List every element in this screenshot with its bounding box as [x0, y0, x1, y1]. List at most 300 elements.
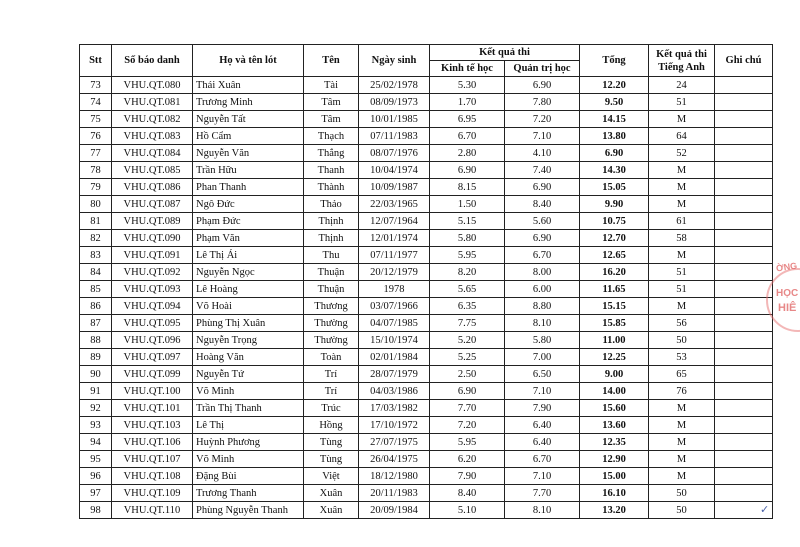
cell-candidate-number: VHU.QT.084 — [112, 145, 193, 162]
table-row — [80, 349, 773, 366]
cell-candidate-number: VHU.QT.092 — [112, 264, 193, 281]
cell-total: 12.90 — [580, 451, 649, 468]
cell-total: 13.60 — [580, 417, 649, 434]
cell-management: 6.90 — [505, 230, 580, 247]
cell-economics: 1.50 — [430, 196, 505, 213]
cell-candidate-number: VHU.QT.094 — [112, 298, 193, 315]
cell-english-result: M — [649, 434, 715, 451]
cell-management: 6.90 — [505, 179, 580, 196]
cell-economics: 8.15 — [430, 179, 505, 196]
cell-total: 11.65 — [580, 281, 649, 298]
header-english-line2: Tiếng Anh — [658, 61, 705, 73]
cell-management: 6.70 — [505, 451, 580, 468]
cell-birth-date: 07/11/1983 — [359, 128, 430, 145]
cell-stt: 95 — [80, 451, 112, 468]
cell-candidate-number: VHU.QT.099 — [112, 366, 193, 383]
cell-birth-date: 20/11/1983 — [359, 485, 430, 502]
table-row — [80, 451, 773, 468]
cell-management: 5.60 — [505, 213, 580, 230]
cell-birth-date: 20/09/1984 — [359, 502, 430, 519]
cell-english-result: 58 — [649, 230, 715, 247]
header-management: Quản trị học — [505, 61, 580, 77]
cell-family-middle-name: Nguyễn Tất — [193, 111, 304, 128]
cell-english-result: 76 — [649, 383, 715, 400]
cell-candidate-number: VHU.QT.106 — [112, 434, 193, 451]
cell-family-middle-name: Võ Hoài — [193, 298, 304, 315]
cell-candidate-number: VHU.QT.097 — [112, 349, 193, 366]
cell-english-result: 52 — [649, 145, 715, 162]
cell-birth-date: 03/07/1966 — [359, 298, 430, 315]
cell-management: 6.40 — [505, 417, 580, 434]
cell-management: 4.10 — [505, 145, 580, 162]
cell-total: 9.00 — [580, 366, 649, 383]
table-header — [80, 45, 773, 77]
cell-candidate-number: VHU.QT.090 — [112, 230, 193, 247]
cell-management: 7.00 — [505, 349, 580, 366]
cell-english-result: M — [649, 196, 715, 213]
cell-given-name: Thuận — [304, 281, 359, 298]
cell-total: 12.25 — [580, 349, 649, 366]
cell-stt: 77 — [80, 145, 112, 162]
cell-stt: 93 — [80, 417, 112, 434]
cell-birth-date: 04/07/1985 — [359, 315, 430, 332]
cell-total: 11.00 — [580, 332, 649, 349]
cell-family-middle-name: Phùng Nguyễn Thanh — [193, 502, 304, 519]
header-family-middle-name: Họ và tên lót — [193, 45, 304, 77]
cell-stt: 97 — [80, 485, 112, 502]
cell-english-result: M — [649, 179, 715, 196]
cell-management: 6.00 — [505, 281, 580, 298]
cell-note — [715, 434, 773, 451]
table-row — [80, 264, 773, 281]
cell-stt: 76 — [80, 128, 112, 145]
cell-family-middle-name: Trương Minh — [193, 94, 304, 111]
cell-economics: 5.10 — [430, 502, 505, 519]
cell-english-result: M — [649, 451, 715, 468]
cell-total: 15.00 — [580, 468, 649, 485]
cell-stt: 82 — [80, 230, 112, 247]
cell-management: 6.70 — [505, 247, 580, 264]
cell-economics: 5.30 — [430, 77, 505, 94]
cell-total: 14.00 — [580, 383, 649, 400]
cell-note — [715, 162, 773, 179]
cell-english-result: M — [649, 298, 715, 315]
cell-candidate-number: VHU.QT.086 — [112, 179, 193, 196]
cell-given-name: Trúc — [304, 400, 359, 417]
cell-candidate-number: VHU.QT.093 — [112, 281, 193, 298]
cell-economics: 6.95 — [430, 111, 505, 128]
table-row — [80, 400, 773, 417]
cell-economics: 6.20 — [430, 451, 505, 468]
cell-economics: 7.90 — [430, 468, 505, 485]
table-row — [80, 94, 773, 111]
cell-candidate-number: VHU.QT.089 — [112, 213, 193, 230]
cell-english-result: 51 — [649, 94, 715, 111]
cell-note — [715, 77, 773, 94]
cell-note — [715, 417, 773, 434]
cell-given-name: Thảo — [304, 196, 359, 213]
cell-english-result: 53 — [649, 349, 715, 366]
cell-given-name: Tâm — [304, 94, 359, 111]
table-row — [80, 77, 773, 94]
header-note: Ghi chú — [715, 45, 773, 77]
cell-birth-date: 20/12/1979 — [359, 264, 430, 281]
cell-stt: 75 — [80, 111, 112, 128]
cell-given-name: Thường — [304, 315, 359, 332]
cell-total: 15.05 — [580, 179, 649, 196]
table-row — [80, 315, 773, 332]
cell-given-name: Thịnh — [304, 213, 359, 230]
stamp-text-3: HIÊ — [778, 302, 797, 314]
cell-candidate-number: VHU.QT.107 — [112, 451, 193, 468]
cell-given-name: Thu — [304, 247, 359, 264]
cell-note — [715, 315, 773, 332]
table-row — [80, 417, 773, 434]
cell-english-result: 50 — [649, 502, 715, 519]
table-row — [80, 162, 773, 179]
cell-economics: 6.90 — [430, 383, 505, 400]
table-row — [80, 281, 773, 298]
cell-stt: 87 — [80, 315, 112, 332]
cell-stt: 91 — [80, 383, 112, 400]
cell-candidate-number: VHU.QT.100 — [112, 383, 193, 400]
cell-family-middle-name: Hoàng Văn — [193, 349, 304, 366]
cell-total: 13.20 — [580, 502, 649, 519]
cell-given-name: Thắng — [304, 145, 359, 162]
cell-total: 6.90 — [580, 145, 649, 162]
cell-management: 5.80 — [505, 332, 580, 349]
cell-birth-date: 18/12/1980 — [359, 468, 430, 485]
cell-birth-date: 17/10/1972 — [359, 417, 430, 434]
cell-birth-date: 1978 — [359, 281, 430, 298]
cell-birth-date: 10/01/1985 — [359, 111, 430, 128]
cell-birth-date: 08/07/1976 — [359, 145, 430, 162]
cell-candidate-number: VHU.QT.083 — [112, 128, 193, 145]
cell-candidate-number: VHU.QT.080 — [112, 77, 193, 94]
cell-total: 16.10 — [580, 485, 649, 502]
cell-note — [715, 400, 773, 417]
cell-given-name: Thạch — [304, 128, 359, 145]
cell-birth-date: 04/03/1986 — [359, 383, 430, 400]
cell-stt: 85 — [80, 281, 112, 298]
cell-total: 14.30 — [580, 162, 649, 179]
cell-candidate-number: VHU.QT.085 — [112, 162, 193, 179]
cell-candidate-number: VHU.QT.109 — [112, 485, 193, 502]
cell-note — [715, 485, 773, 502]
cell-note — [715, 383, 773, 400]
table-row — [80, 366, 773, 383]
cell-given-name: Thường — [304, 332, 359, 349]
table-row — [80, 230, 773, 247]
cell-management: 8.10 — [505, 502, 580, 519]
cell-stt: 90 — [80, 366, 112, 383]
cell-note — [715, 281, 773, 298]
cell-english-result: 50 — [649, 332, 715, 349]
cell-stt: 86 — [80, 298, 112, 315]
header-economics: Kinh tế học — [430, 61, 505, 77]
cell-candidate-number: VHU.QT.095 — [112, 315, 193, 332]
cell-candidate-number: VHU.QT.103 — [112, 417, 193, 434]
cell-economics: 5.20 — [430, 332, 505, 349]
cell-management: 8.40 — [505, 196, 580, 213]
cell-given-name: Thuận — [304, 264, 359, 281]
cell-english-result: 56 — [649, 315, 715, 332]
cell-economics: 5.25 — [430, 349, 505, 366]
header-birth-date: Ngày sinh — [359, 45, 430, 77]
cell-economics: 8.40 — [430, 485, 505, 502]
cell-economics: 2.50 — [430, 366, 505, 383]
cell-note — [715, 94, 773, 111]
cell-stt: 98 — [80, 502, 112, 519]
cell-total: 12.35 — [580, 434, 649, 451]
cell-birth-date: 12/07/1964 — [359, 213, 430, 230]
cell-stt: 94 — [80, 434, 112, 451]
cell-total: 9.90 — [580, 196, 649, 213]
cell-economics: 5.80 — [430, 230, 505, 247]
cell-economics: 2.80 — [430, 145, 505, 162]
cell-management: 6.90 — [505, 77, 580, 94]
cell-economics: 7.75 — [430, 315, 505, 332]
cell-english-result: 61 — [649, 213, 715, 230]
cell-given-name: Thịnh — [304, 230, 359, 247]
cell-family-middle-name: Phạm Văn — [193, 230, 304, 247]
cell-english-result: M — [649, 417, 715, 434]
cell-birth-date: 10/09/1987 — [359, 179, 430, 196]
cell-total: 12.65 — [580, 247, 649, 264]
cell-given-name: Thành — [304, 179, 359, 196]
cell-total: 12.20 — [580, 77, 649, 94]
cell-total: 15.15 — [580, 298, 649, 315]
table-row — [80, 196, 773, 213]
cell-english-result: M — [649, 162, 715, 179]
cell-family-middle-name: Hồ Cẩm — [193, 128, 304, 145]
cell-english-result: M — [649, 247, 715, 264]
cell-candidate-number: VHU.QT.081 — [112, 94, 193, 111]
cell-candidate-number: VHU.QT.087 — [112, 196, 193, 213]
cell-birth-date: 15/10/1974 — [359, 332, 430, 349]
cell-management: 7.40 — [505, 162, 580, 179]
cell-family-middle-name: Phạm Đức — [193, 213, 304, 230]
cell-candidate-number: VHU.QT.091 — [112, 247, 193, 264]
cell-family-middle-name: Lê Hoàng — [193, 281, 304, 298]
cell-given-name: Tùng — [304, 451, 359, 468]
cell-management: 6.50 — [505, 366, 580, 383]
cell-given-name: Tùng — [304, 434, 359, 451]
table-row — [80, 111, 773, 128]
cell-family-middle-name: Trương Thanh — [193, 485, 304, 502]
cell-family-middle-name: Nguyễn Ngọc — [193, 264, 304, 281]
header-given-name: Tên — [304, 45, 359, 77]
cell-economics: 1.70 — [430, 94, 505, 111]
cell-economics: 8.20 — [430, 264, 505, 281]
cell-family-middle-name: Thái Xuân — [193, 77, 304, 94]
signature-mark-icon: ✓ — [760, 504, 770, 516]
cell-family-middle-name: Trần Thị Thanh — [193, 400, 304, 417]
cell-birth-date: 08/09/1973 — [359, 94, 430, 111]
cell-economics: 7.70 — [430, 400, 505, 417]
table-row — [80, 298, 773, 315]
cell-family-middle-name: Nguyễn Trọng — [193, 332, 304, 349]
cell-family-middle-name: Nguyễn Tứ — [193, 366, 304, 383]
cell-birth-date: 25/02/1978 — [359, 77, 430, 94]
cell-total: 16.20 — [580, 264, 649, 281]
cell-total: 12.70 — [580, 230, 649, 247]
stamp-text-1: ỜNG — [775, 260, 798, 274]
cell-note — [715, 451, 773, 468]
cell-english-result: 50 — [649, 485, 715, 502]
cell-total: 13.80 — [580, 128, 649, 145]
cell-total: 10.75 — [580, 213, 649, 230]
cell-note — [715, 332, 773, 349]
cell-management: 7.80 — [505, 94, 580, 111]
cell-stt: 88 — [80, 332, 112, 349]
table-row — [80, 383, 773, 400]
cell-given-name: Trí — [304, 366, 359, 383]
cell-given-name: Tâm — [304, 111, 359, 128]
cell-birth-date: 07/11/1977 — [359, 247, 430, 264]
cell-stt: 80 — [80, 196, 112, 213]
cell-family-middle-name: Phùng Thị Xuân — [193, 315, 304, 332]
cell-family-middle-name: Võ Minh — [193, 383, 304, 400]
header-candidate-number: Số báo danh — [112, 45, 193, 77]
cell-total: 9.50 — [580, 94, 649, 111]
table-row — [80, 179, 773, 196]
cell-note — [715, 179, 773, 196]
cell-english-result: 51 — [649, 264, 715, 281]
header-total: Tổng — [580, 45, 649, 77]
cell-management: 7.90 — [505, 400, 580, 417]
table-row — [80, 332, 773, 349]
cell-english-result: 65 — [649, 366, 715, 383]
table-row — [80, 502, 773, 519]
cell-given-name: Thương — [304, 298, 359, 315]
header-exam-results: Kết quả thi — [430, 45, 580, 61]
cell-family-middle-name: Huỳnh Phương — [193, 434, 304, 451]
cell-family-middle-name: Võ Minh — [193, 451, 304, 468]
cell-english-result: 64 — [649, 128, 715, 145]
cell-economics: 5.15 — [430, 213, 505, 230]
cell-management: 7.10 — [505, 468, 580, 485]
header-english-line1: Kết quả thi — [656, 48, 707, 60]
cell-birth-date: 27/07/1975 — [359, 434, 430, 451]
cell-note — [715, 349, 773, 366]
cell-note — [715, 196, 773, 213]
table-body — [80, 77, 773, 519]
cell-given-name: Việt — [304, 468, 359, 485]
cell-total: 14.15 — [580, 111, 649, 128]
cell-given-name: Xuân — [304, 485, 359, 502]
cell-note — [715, 366, 773, 383]
cell-english-result: M — [649, 400, 715, 417]
cell-note — [715, 230, 773, 247]
cell-birth-date: 12/01/1974 — [359, 230, 430, 247]
cell-family-middle-name: Ngô Đức — [193, 196, 304, 213]
table-row — [80, 485, 773, 502]
cell-given-name: Trí — [304, 383, 359, 400]
cell-management: 6.40 — [505, 434, 580, 451]
cell-birth-date: 28/07/1979 — [359, 366, 430, 383]
header-stt: Stt — [80, 45, 112, 77]
cell-birth-date: 10/04/1974 — [359, 162, 430, 179]
cell-note — [715, 298, 773, 315]
cell-stt: 92 — [80, 400, 112, 417]
cell-birth-date: 22/03/1965 — [359, 196, 430, 213]
cell-note — [715, 213, 773, 230]
results-table — [79, 44, 773, 519]
cell-candidate-number: VHU.QT.108 — [112, 468, 193, 485]
cell-management: 8.80 — [505, 298, 580, 315]
cell-family-middle-name: Nguyễn Văn — [193, 145, 304, 162]
cell-management: 7.20 — [505, 111, 580, 128]
cell-stt: 74 — [80, 94, 112, 111]
cell-given-name: Toàn — [304, 349, 359, 366]
cell-economics: 6.90 — [430, 162, 505, 179]
cell-given-name: Thanh — [304, 162, 359, 179]
cell-candidate-number: VHU.QT.096 — [112, 332, 193, 349]
cell-candidate-number: VHU.QT.110 — [112, 502, 193, 519]
cell-note — [715, 128, 773, 145]
cell-stt: 78 — [80, 162, 112, 179]
cell-economics: 5.65 — [430, 281, 505, 298]
cell-candidate-number: VHU.QT.101 — [112, 400, 193, 417]
cell-economics: 5.95 — [430, 434, 505, 451]
cell-note — [715, 468, 773, 485]
table-row — [80, 468, 773, 485]
cell-management: 7.70 — [505, 485, 580, 502]
cell-family-middle-name: Lê Thị — [193, 417, 304, 434]
cell-birth-date: 02/01/1984 — [359, 349, 430, 366]
header-english-result — [649, 45, 715, 77]
cell-english-result: 24 — [649, 77, 715, 94]
cell-management: 7.10 — [505, 383, 580, 400]
cell-note — [715, 111, 773, 128]
cell-stt: 73 — [80, 77, 112, 94]
cell-economics: 5.95 — [430, 247, 505, 264]
cell-stt: 84 — [80, 264, 112, 281]
cell-management: 7.10 — [505, 128, 580, 145]
table-row — [80, 434, 773, 451]
table-row — [80, 128, 773, 145]
cell-total: 15.85 — [580, 315, 649, 332]
cell-stt: 89 — [80, 349, 112, 366]
cell-english-result: 51 — [649, 281, 715, 298]
cell-family-middle-name: Phan Thanh — [193, 179, 304, 196]
stamp-text-2: HỌC — [776, 288, 799, 299]
cell-birth-date: 26/04/1975 — [359, 451, 430, 468]
cell-stt: 83 — [80, 247, 112, 264]
cell-stt: 96 — [80, 468, 112, 485]
cell-english-result: M — [649, 468, 715, 485]
table-row — [80, 247, 773, 264]
cell-stt: 79 — [80, 179, 112, 196]
cell-family-middle-name: Lê Thị Ái — [193, 247, 304, 264]
cell-economics: 6.35 — [430, 298, 505, 315]
cell-family-middle-name: Trần Hữu — [193, 162, 304, 179]
cell-birth-date: 17/03/1982 — [359, 400, 430, 417]
table-row — [80, 145, 773, 162]
cell-management: 8.10 — [505, 315, 580, 332]
cell-candidate-number: VHU.QT.082 — [112, 111, 193, 128]
cell-note — [715, 247, 773, 264]
cell-english-result: M — [649, 111, 715, 128]
cell-note — [715, 145, 773, 162]
cell-family-middle-name: Đặng Bùi — [193, 468, 304, 485]
cell-given-name: Hồng — [304, 417, 359, 434]
cell-note — [715, 264, 773, 281]
cell-economics: 6.70 — [430, 128, 505, 145]
cell-management: 8.00 — [505, 264, 580, 281]
cell-stt: 81 — [80, 213, 112, 230]
